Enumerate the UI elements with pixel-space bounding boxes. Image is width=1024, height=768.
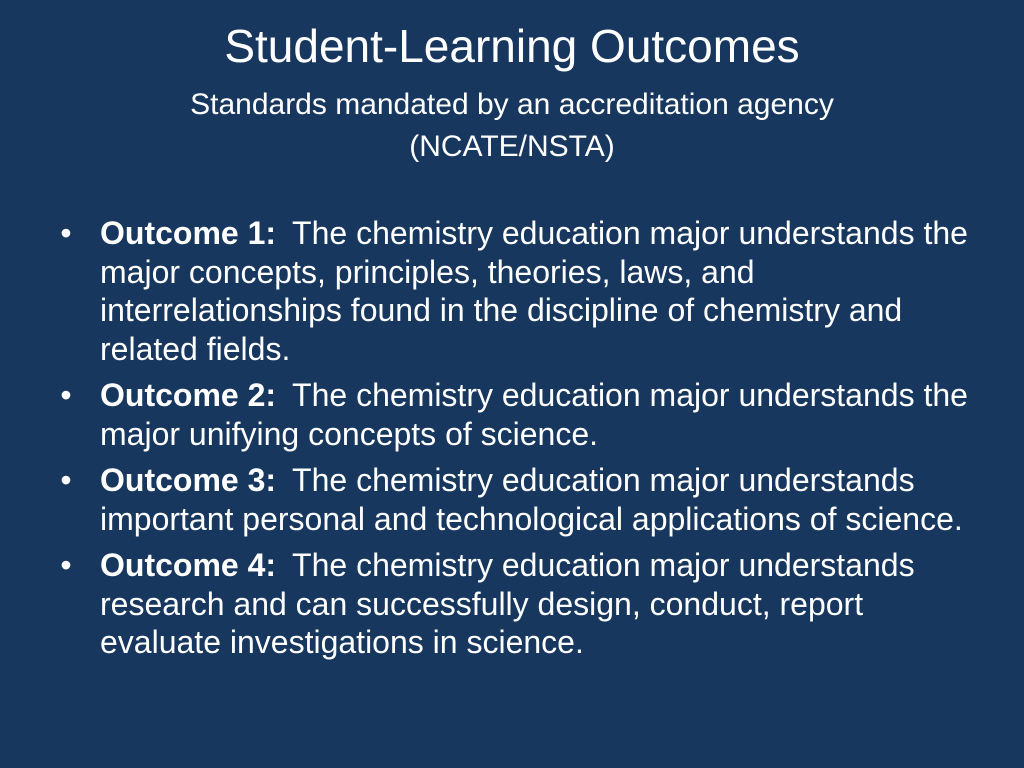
outcomes-list bbox=[56, 214, 976, 670]
bullet-icon: • bbox=[60, 462, 72, 498]
outcome-item bbox=[56, 461, 976, 538]
outcome-text: The chemistry education major understands research and can successfully design, conduct, report evaluate investigations in science. bbox=[100, 547, 915, 660]
bullet-icon: • bbox=[60, 547, 72, 583]
outcome-item bbox=[56, 376, 976, 453]
outcome-label: Outcome 4: bbox=[100, 547, 277, 583]
outcome-label: Outcome 1: bbox=[100, 215, 277, 251]
slide-subtitle bbox=[0, 84, 1024, 168]
outcome-text: The chemistry education major understands the major unifying concepts of science. bbox=[100, 377, 968, 452]
outcome-label: Outcome 2: bbox=[100, 377, 277, 413]
outcome-item bbox=[56, 214, 976, 368]
bullet-icon: • bbox=[60, 377, 72, 413]
outcome-item bbox=[56, 546, 976, 662]
subtitle-line-2: (NCATE/NSTA) bbox=[409, 130, 615, 163]
bullet-icon: • bbox=[60, 215, 72, 251]
slide-title: Student-Learning Outcomes bbox=[224, 20, 800, 72]
outcome-label: Outcome 3: bbox=[100, 462, 277, 498]
outcome-text: The chemistry education major understands important personal and technological applications of science. bbox=[100, 462, 963, 537]
outcome-text: The chemistry education major understands the major concepts, principles, theories, laws, and interrelationships found in the discipline of chemistry and related fields. bbox=[100, 215, 968, 367]
subtitle-line-1: Standards mandated by an accreditation agency bbox=[190, 88, 834, 121]
